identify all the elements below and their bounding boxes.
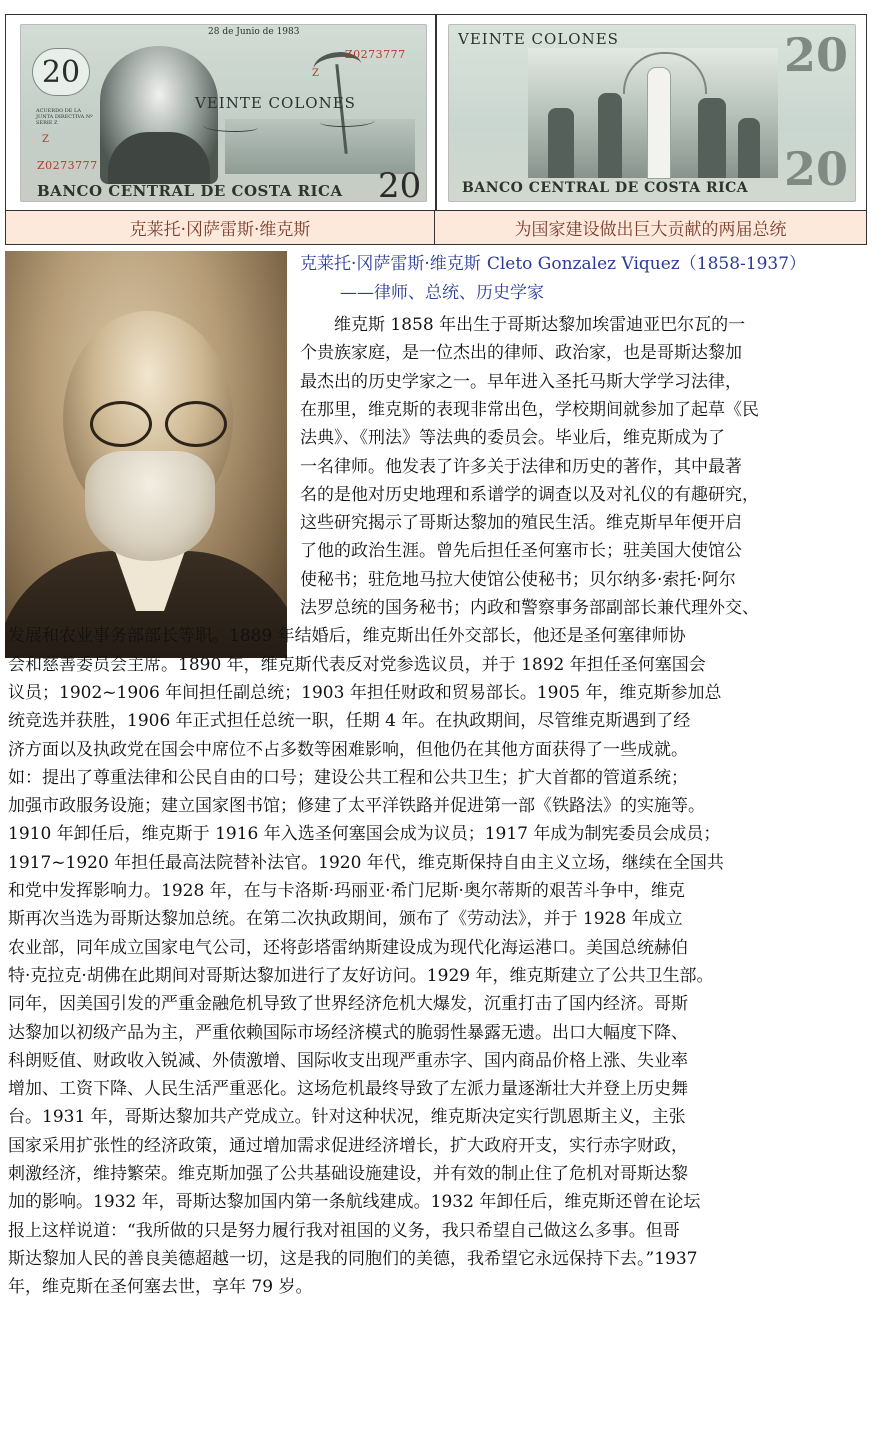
body-line: 名的是他对历史地理和系谱学的调查以及对礼仪的有趣研究， — [300, 484, 759, 505]
body-line: 个贵族家庭，是一位杰出的律师、政治家，也是哥斯达黎加 — [300, 343, 742, 364]
body-line: 加的影响。1932 年，哥斯达黎加国内第一条航线建成。1932 年卸任后，维克斯还曾在论坛 — [8, 1192, 701, 1213]
body-line: 统竞选并获胜，1906 年正式担任总统一职，任期 4 年。在执政期间，尽管维克斯遇到了经 — [8, 711, 691, 732]
body-line: 济方面以及执政党在国会中席位不占多数等困难影响，但他仍在其他方面获得了一些成就。 — [8, 739, 688, 760]
title-english: Cleto Gonzalez Viquez（1858-1937） — [486, 254, 807, 274]
back-denomination-number-lower: 20 — [784, 142, 849, 196]
note-denomination-number: 20 — [378, 166, 422, 202]
article-title — [300, 251, 875, 278]
body-line: 斯再次当选为哥斯达黎加总统。在第二次执政期间，颁布了《劳动法》，并于 1928 年成立 — [8, 909, 683, 930]
body-line: 加强市政服务设施；建立国家图书馆；修建了太平洋铁路并促进第一部《铁路法》的实施等。 — [8, 796, 705, 817]
body-line: 增加、工资下降、人民生活严重恶化。这场危机最终导致了左派力量逐渐壮大并登上历史舞 — [8, 1079, 688, 1100]
denomination-box: 20 — [33, 49, 89, 95]
body-line: 会和慈善委员会主席。1890 年，维克斯代表反对党参选议员，并于 1892 年担任圣何塞国会 — [8, 654, 706, 675]
back-bank-name: BANCO CENTRAL DE COSTA RICA — [462, 180, 749, 196]
body-line: 使秘书；驻危地马拉大使馆公使秘书；贝尔纳多·索托·阿尔 — [300, 569, 736, 590]
body-line: 在那里，维克斯的表现非常出色，学校期间就参加了起草《民 — [300, 399, 759, 420]
body-line: 达黎加以初级产品为主，严重依赖国际市场经济模式的脆弱性暴露无遗。出口大幅度下降、 — [8, 1022, 688, 1043]
portrait-photo — [5, 251, 287, 658]
body-line: 一名律师。他发表了许多关于法律和历史的著作，其中最著 — [300, 456, 742, 477]
note-small-print: ACUERDO DE LA JUNTA DIRECTIVA Nº SERIE Z — [36, 108, 93, 126]
body-line: 发展和农业事务部部长等职。1889 年结婚后，维克斯出任外交部长，他还是圣何塞律师协 — [8, 626, 686, 647]
body-line: 议员；1902~1906 年间担任副总统；1903 年担任财政和贸易部长。1905 年，维克斯参加总 — [8, 682, 722, 703]
body-line: 特·克拉克·胡佛在此期间对哥斯达黎加进行了友好访问。1929 年，维克斯建立了公共卫生部。 — [8, 965, 714, 986]
body-line: 维克斯 1858 年出生于哥斯达黎加埃雷迪亚巴尔瓦的一 — [300, 315, 746, 335]
title-chinese: 克莱托·冈萨雷斯·维克斯 — [300, 254, 481, 274]
body-line: 斯达黎加人民的善良美德超越一切，这是我的同胞们的美德，我希望它永远保持下去。”1937 — [8, 1248, 698, 1269]
note-date: 28 de Junio de 1983 — [208, 27, 300, 37]
note-portrait — [100, 46, 218, 184]
body-line: 和党中发挥影响力。1928 年，在与卡洛斯·玛丽亚·希门尼斯·奥尔蒂斯的艰苦斗争中，维克 — [8, 881, 685, 901]
note-serial-lower: Z0273777 — [37, 159, 98, 172]
note-bank-name: BANCO CENTRAL DE COSTA RICA — [37, 182, 343, 200]
note-serial: Z0273777 — [345, 48, 406, 61]
caption-bar — [5, 211, 867, 245]
panel-divider — [435, 15, 437, 210]
note-series-letter-lower: Z — [42, 134, 49, 145]
body-line: 如：提出了尊重法律和公民自由的口号；建设公共工程和公共卫生；扩大首都的管道系统； — [8, 767, 688, 788]
body-line: 同年，因美国引发的严重金融危机导致了世界经济危机大爆发，沉重打击了国内经济。哥斯 — [8, 994, 688, 1015]
back-denomination-words: VEINTE COLONES — [458, 30, 619, 48]
body-line: 国家采用扩张性的经济政策，通过增加需求促进经济增长，扩大政府开支，实行赤字财政， — [8, 1135, 688, 1156]
body-line: 这些研究揭示了哥斯达黎加的殖民生活。维克斯早年便开启 — [300, 513, 742, 534]
body-line: 科朗贬值、财政收入锐减、外债激增、国际收支出现严重赤字、国内商品价格上涨、失业率 — [8, 1050, 688, 1071]
body-line: 农业部，同年成立国家电气公司，还将彭塔雷纳斯建设成为现代化海运港口。美国总统赫伯 — [8, 937, 688, 958]
caption-right: 为国家建设做出巨大贡献的两届总统 — [514, 220, 787, 240]
body-line: 刺激经济，维持繁荣。维克斯加强了公共基础设施建设，并有效的制止住了危机对哥斯达黎 — [8, 1164, 688, 1184]
banknote-back — [448, 24, 856, 202]
body-line: 台。1931 年，哥斯达黎加共产党成立。针对这种状况，维克斯决定实行凯恩斯主义，主张 — [8, 1107, 686, 1128]
body-line: 法典》、《刑法》等法典的委员会。毕业后，维克斯成为了 — [300, 428, 725, 449]
note-back-scene — [528, 48, 778, 178]
body-line: 1917~1920 年担任最高法院替补法官。1920 年代，维克斯保持自由主义立场，继续在全国共 — [8, 852, 724, 873]
body-line: 最杰出的历史学家之一。早年进入圣托马斯大学学习法律， — [300, 371, 742, 392]
caption-left: 克莱托·冈萨雷斯·维克斯 — [6, 211, 435, 244]
body-line: 报上这样说道：“我所做的只是努力履行我对祖国的义务，我只希望自己做这么多事。但哥 — [8, 1220, 680, 1241]
banknote-front — [20, 24, 427, 202]
banknote-panel — [5, 14, 867, 211]
body-line: 1910 年卸任后，维克斯于 1916 年入选圣何塞国会成为议员；1917 年成为制宪委员会成员； — [8, 824, 721, 845]
body-line: 了他的政治生涯。曾先后担任圣何塞市长；驻美国大使馆公 — [300, 541, 742, 562]
note-denomination-words: VEINTE COLONES — [195, 94, 356, 112]
body-line: 法罗总统的国务秘书；内政和警察事务部副部长兼代理外交、 — [300, 598, 759, 618]
back-denomination-number: 20 — [784, 28, 849, 82]
body-line: 年，维克斯在圣何塞去世，享年 79 岁。 — [8, 1277, 313, 1298]
note-series-letter: Z — [312, 68, 319, 79]
article-subtitle: ——律师、总统、历史学家 — [340, 283, 544, 303]
